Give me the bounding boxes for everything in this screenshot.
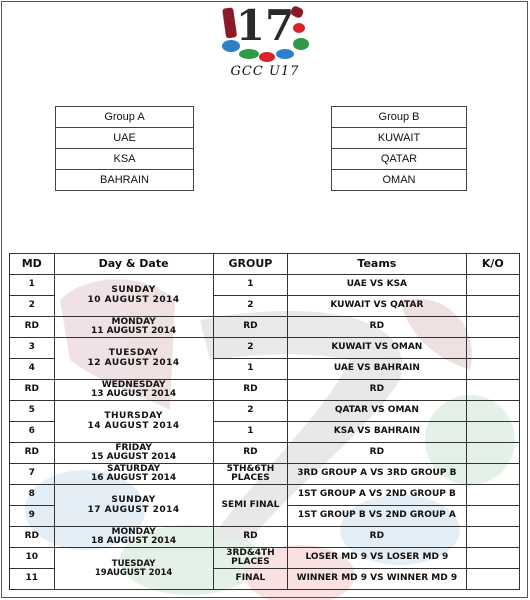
ko-cell — [466, 338, 519, 359]
teams-cell: QATAR VS OMAN — [288, 401, 466, 422]
date-text: 11 AUGUST 2014 — [91, 326, 177, 336]
match-schedule-table — [9, 253, 520, 590]
table-row — [10, 527, 520, 548]
md-cell: RD — [10, 443, 55, 464]
group-cell: 2 — [213, 338, 288, 359]
table-row — [10, 275, 520, 296]
md-cell: RD — [10, 527, 55, 548]
ko-cell — [466, 359, 519, 380]
teams-cell: KUWAIT VS QATAR — [288, 296, 466, 317]
group-a-title: Group A — [56, 107, 194, 128]
group-cell: RD — [213, 527, 288, 548]
header-group: GROUP — [213, 254, 288, 275]
teams-cell: KUWAIT VS OMAN — [288, 338, 466, 359]
ko-cell — [466, 380, 519, 401]
ko-cell — [466, 443, 519, 464]
table-row — [10, 338, 520, 359]
ko-cell — [466, 527, 519, 548]
header-md: MD — [10, 254, 55, 275]
day-date-cell — [54, 401, 213, 443]
table-row — [10, 401, 520, 422]
group-cell: 2 — [213, 401, 288, 422]
group-b-team: KUWAIT — [332, 128, 467, 149]
md-cell: 10 — [10, 548, 55, 569]
group-cell: 2 — [213, 296, 288, 317]
date-text: 12 AUGUST 2014 — [87, 357, 180, 368]
md-cell: 4 — [10, 359, 55, 380]
group-label: 3RD&4TH — [226, 547, 275, 558]
md-cell: 6 — [10, 422, 55, 443]
day-date-cell — [54, 443, 213, 464]
group-cell: RD — [213, 443, 288, 464]
group-cell — [213, 464, 288, 485]
day-date-cell — [54, 317, 213, 338]
day-name: WEDNESDAY — [101, 379, 166, 390]
table-row — [10, 380, 520, 401]
day-name: MONDAY — [111, 316, 156, 327]
teams-cell: UAE VS KSA — [288, 275, 466, 296]
group-a-team: UAE — [56, 128, 194, 149]
ko-cell — [466, 317, 519, 338]
table-row — [10, 548, 520, 569]
ko-cell — [466, 422, 519, 443]
md-cell: 1 — [10, 275, 55, 296]
md-cell: 7 — [10, 464, 55, 485]
md-cell: RD — [10, 380, 55, 401]
group-label: PLACES — [231, 557, 270, 567]
group-cell: 1 — [213, 275, 288, 296]
teams-cell: 1ST GROUP A VS 2ND GROUP B — [288, 485, 466, 506]
group-cell: 1 — [213, 359, 288, 380]
group-cell: SEMI FINAL — [213, 485, 288, 527]
date-text: 16 AUGUST 2014 — [91, 473, 177, 483]
day-date-cell — [54, 380, 213, 401]
md-cell: 2 — [10, 296, 55, 317]
header-teams: Teams — [288, 254, 466, 275]
md-cell: 3 — [10, 338, 55, 359]
group-b-title: Group B — [332, 107, 467, 128]
ko-cell — [466, 296, 519, 317]
day-name: TUESDAY — [111, 558, 156, 569]
teams-cell: 3RD GROUP A VS 3RD GROUP B — [288, 464, 466, 485]
group-label: PLACES — [231, 473, 270, 483]
teams-cell: RD — [288, 380, 466, 401]
date-text: 15 AUGUST 2014 — [91, 452, 177, 462]
day-date-cell — [54, 548, 213, 590]
md-cell: 5 — [10, 401, 55, 422]
day-date-cell — [54, 527, 213, 548]
teams-cell: RD — [288, 527, 466, 548]
teams-cell: WINNER MD 9 VS WINNER MD 9 — [288, 569, 466, 590]
md-cell: 8 — [10, 485, 55, 506]
group-a-team: BAHRAIN — [56, 170, 194, 191]
ko-cell — [466, 275, 519, 296]
ko-cell — [466, 548, 519, 569]
ko-cell — [466, 569, 519, 590]
day-name: FRIDAY — [115, 442, 152, 453]
teams-cell: RD — [288, 443, 466, 464]
day-name: MONDAY — [111, 526, 156, 537]
ko-cell — [466, 464, 519, 485]
group-cell: RD — [213, 317, 288, 338]
day-date-cell — [54, 338, 213, 380]
logo-number: 17 — [235, 2, 295, 50]
teams-cell: UAE VS BAHRAIN — [288, 359, 466, 380]
group-b-team: OMAN — [332, 170, 467, 191]
date-text: 10 AUGUST 2014 — [87, 294, 180, 305]
teams-cell: RD — [288, 317, 466, 338]
md-cell: RD — [10, 317, 55, 338]
ko-cell — [466, 506, 519, 527]
group-cell — [213, 548, 288, 569]
ko-cell — [466, 485, 519, 506]
day-date-cell — [54, 275, 213, 317]
group-cell: FINAL — [213, 569, 288, 590]
day-date-cell — [54, 464, 213, 485]
teams-cell: 1ST GROUP B VS 2ND GROUP A — [288, 506, 466, 527]
table-row — [10, 317, 520, 338]
day-name: THURSDAY — [104, 411, 163, 422]
teams-cell: LOSER MD 9 VS LOSER MD 9 — [288, 548, 466, 569]
date-text: 13 AUGUST 2014 — [91, 389, 177, 399]
day-name: SATURDAY — [106, 463, 161, 474]
day-name: SUNDAY — [111, 495, 156, 506]
group-cell: RD — [213, 380, 288, 401]
date-text: 19AUGUST 2014 — [94, 567, 173, 578]
teams-cell: KSA VS BAHRAIN — [288, 422, 466, 443]
date-text: 17 AUGUST 2014 — [87, 504, 180, 515]
group-label: 5TH&6TH — [226, 463, 275, 474]
table-row — [10, 464, 520, 485]
day-name: SUNDAY — [111, 285, 156, 296]
md-cell: 11 — [10, 569, 55, 590]
header-day-date: Day & Date — [54, 254, 213, 275]
ko-cell — [466, 401, 519, 422]
day-name: TUESDAY — [108, 348, 159, 359]
date-text: 14 AUGUST 2014 — [87, 420, 180, 431]
table-row — [10, 443, 520, 464]
header-ko: K/O — [466, 254, 519, 275]
group-b-team: QATAR — [332, 149, 467, 170]
md-cell: 9 — [10, 506, 55, 527]
logo-caption: GCC U17 — [230, 64, 300, 79]
date-text: 18 AUGUST 2014 — [91, 536, 177, 546]
table-row — [10, 485, 520, 506]
group-cell: 1 — [213, 422, 288, 443]
day-date-cell — [54, 485, 213, 527]
group-a-team: KSA — [56, 149, 194, 170]
